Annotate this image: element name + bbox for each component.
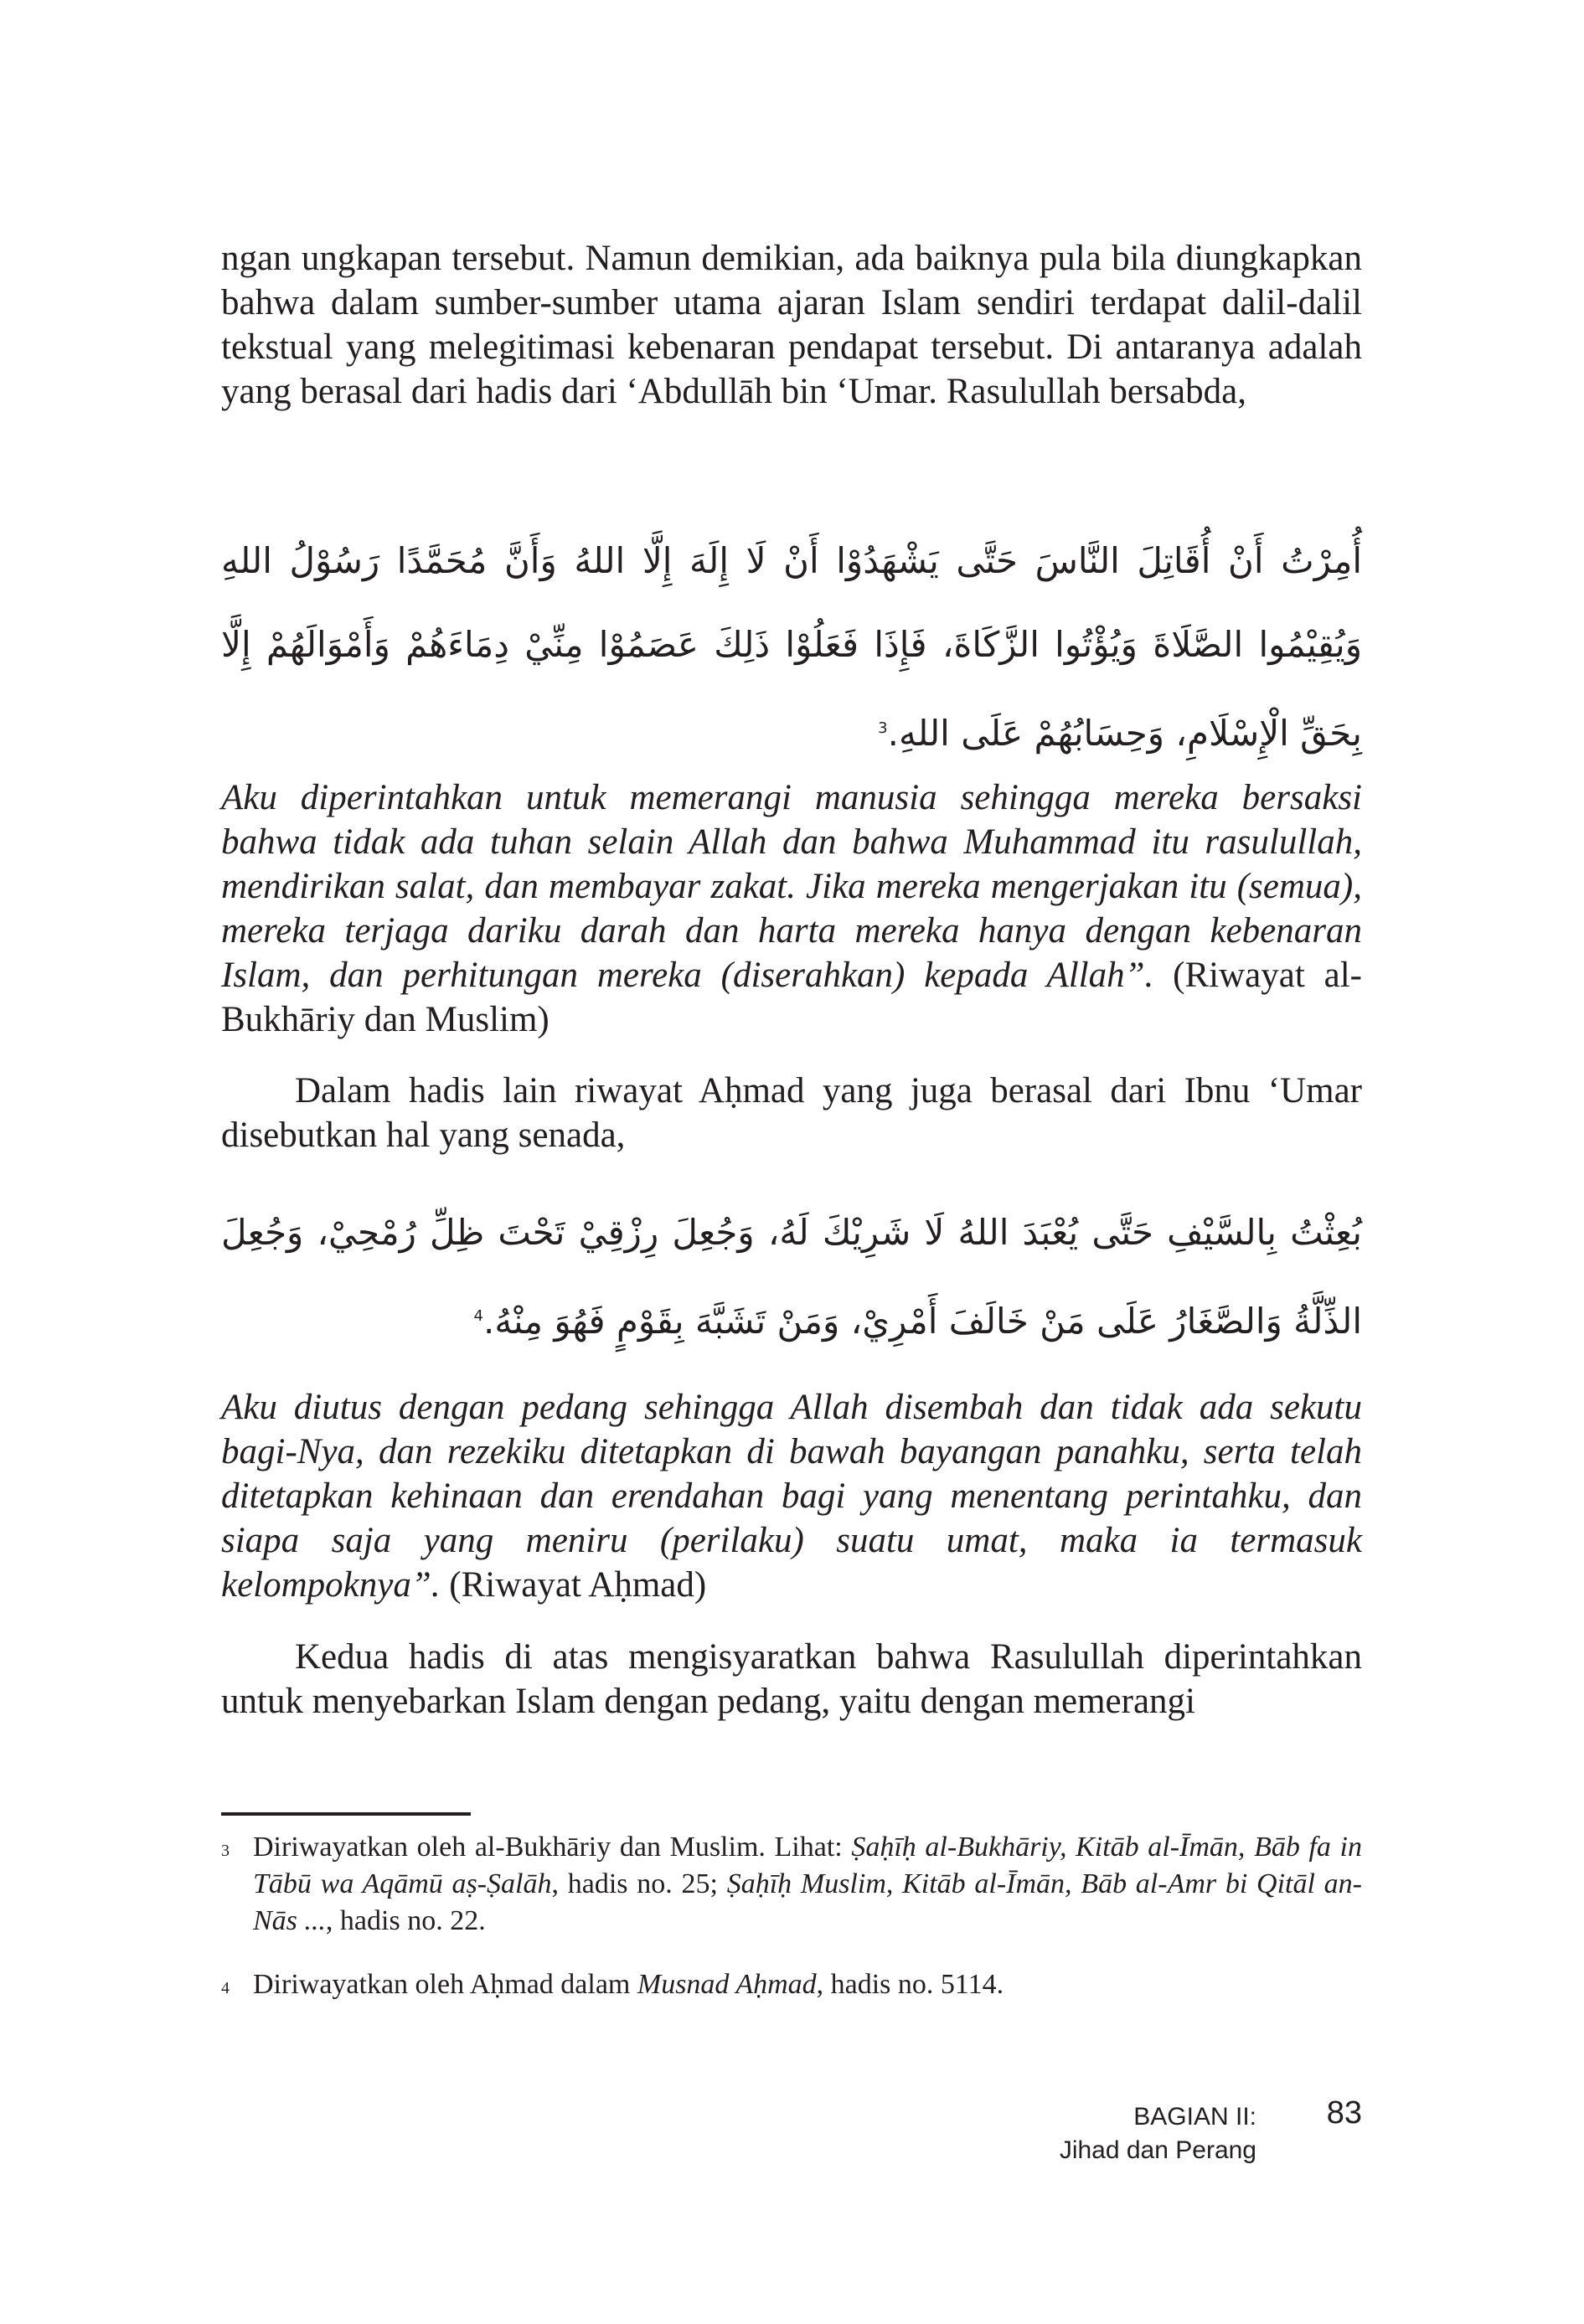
footnote-3 xyxy=(221,1829,1362,1940)
footnote-3-text xyxy=(253,1829,1362,1940)
hadith-1-source: (Riwayat al-Bukhāriy dan Muslim) xyxy=(221,956,1362,1039)
hadith-1-translation-text: Aku diperintahkan untuk memerangi manusia sehingga mereka bersaksi bahwa tidak ada tuhan selain Allah dan bahwa Muhammad itu rasulullah, mendirikan salat, dan membayar zakat. Jika mereka mengerjakan itu (semua), mereka terjaga dariku darah dan harta mereka hanya dengan kebenaran Islam, dan perhitungan mereka (diserahkan) kepada Allah”. xyxy=(221,778,1362,995)
hadith-1-translation xyxy=(221,776,1362,1042)
paragraph-2: Dalam hadis lain riwayat Aḥmad yang juga berasal dari Ibnu ‘Umar disebutkan hal yang senada, xyxy=(221,1071,1362,1155)
hadith-2-arabic-text: بُعِثْتُ بِالسَّيْفِ حَتَّى يُعْبَدَ اللهُ لَا شَرِيْكَ لَهُ، وَجُعِلَ رِزْقِيْ تَحْتَ ظِلِّ رُمْحِيْ، وَجُعِلَ الذِّلَّةُ وَالصَّغَارُ عَلَى مَنْ خَالَفَ أَمْرِيْ، وَمَنْ تَشَبَّهَ بِقَوْمٍ فَهُوَ مِنْهُ. xyxy=(221,1212,1362,1342)
footnote-ref-4: 4 xyxy=(473,1307,483,1325)
footnote-4-number: 4 xyxy=(221,1979,230,1997)
hadith-1-translation-block xyxy=(221,776,1362,1042)
paragraph-3: Kedua hadis di atas mengisyaratkan bahwa Rasulullah diperintahkan untuk menyebarkan Islam dengan pedang, yaitu dengan memerangi xyxy=(221,1637,1362,1721)
footnote-ref-3: 3 xyxy=(878,719,888,737)
hadith-1-arabic-text: أُمِرْتُ أَنْ أُقَاتِلَ النَّاسَ حَتَّى يَشْهَدُوْا أَنْ لَا إِلَهَ إِلَّا اللهُ وَأَنَّ مُحَمَّدًا رَسُوْلُ اللهِ وَيُقِيْمُوا الصَّلَاةَ وَيُؤْتُوا الزَّكَاةَ، فَإِذَا فَعَلُوْا ذَلِكَ عَصَمُوْا مِنِّيْ دِمَاءَهُمْ وَأَمْوَالَهُمْ إِلَّا بِحَقِّ الْإِسْلَامِ، وَحِسَابُهُمْ عَلَى اللهِ. xyxy=(221,540,1362,754)
footnote-3-title-1: Ṣaḥīḥ al-Bukhāriy, Kitāb al-Īmān, Bāb fa in Tābū wa Aqāmū aṣ-Ṣalāh xyxy=(253,1832,1362,1899)
hadith-2-translation-block xyxy=(221,1385,1362,1607)
paragraph-2-block xyxy=(221,1069,1362,1157)
footnote-3-title-2: Ṣaḥīḥ Muslim, Kitāb al-Īmān, Bāb al-Amr bi Qitāl an-Nās ... xyxy=(253,1868,1363,1936)
running-head xyxy=(1005,2100,1256,2167)
footnote-4 xyxy=(221,1966,1362,2003)
footnote-3-part-c: , hadis no. 25; xyxy=(551,1868,727,1899)
hadith-2-arabic xyxy=(221,1191,1362,1363)
footnote-3-part-e: , hadis no. 22. xyxy=(325,1905,486,1936)
hadith-1-arabic xyxy=(221,519,1362,776)
hadith-2-translation-text: Aku diutus dengan pedang sehingga Allah disembah dan tidak ada sekutu bagi-Nya, dan rezekiku ditetapkan di bawah bayangan panahku, serta telah ditetapkan kehinaan dan erendahan bagi yang menentang perintahku, dan siapa saja yang meniru (perilaku) suatu umat, maka ia termasuk kelompoknya”. xyxy=(221,1388,1362,1605)
page-number: 83 xyxy=(1326,2095,1362,2131)
hadith-1-block xyxy=(221,519,1362,776)
running-head-title: Jihad dan Perang xyxy=(1059,2136,1256,2164)
hadith-2-block xyxy=(221,1191,1362,1363)
footnote-separator xyxy=(221,1812,471,1816)
footnote-3-number: 3 xyxy=(221,1842,230,1860)
running-head-part: BAGIAN II: xyxy=(1133,2103,1256,2131)
paragraph-1: ngan ungkapan tersebut. Namun demikian, ada baiknya pula bila diungkapkan bahwa dalam sumber-sumber utama ajaran Islam sendiri terdapat dalil-dalil tekstual yang melegitimasi kebenaran pendapat tersebut. Di antaranya adalah yang berasal dari hadis dari ‘Abdullāh bin ‘Umar. Rasulullah bersabda, xyxy=(221,239,1362,411)
footnote-4-part-a: Diriwayatkan oleh Aḥmad dalam xyxy=(253,1969,637,2000)
footnote-4-text xyxy=(253,1966,1362,2003)
footnote-4-part-c: , hadis no. 5114. xyxy=(816,1969,1004,2000)
body-column xyxy=(221,236,1362,414)
hadith-2-source: (Riwayat Aḥmad) xyxy=(449,1565,707,1605)
footnote-3-part-a: Diriwayatkan oleh al-Bukhāriy dan Muslim. Lihat: xyxy=(253,1832,852,1863)
footnote-4-title: Musnad Aḥmad xyxy=(637,1969,817,2000)
paragraph-3-block xyxy=(221,1635,1362,1724)
hadith-2-translation xyxy=(221,1385,1362,1607)
